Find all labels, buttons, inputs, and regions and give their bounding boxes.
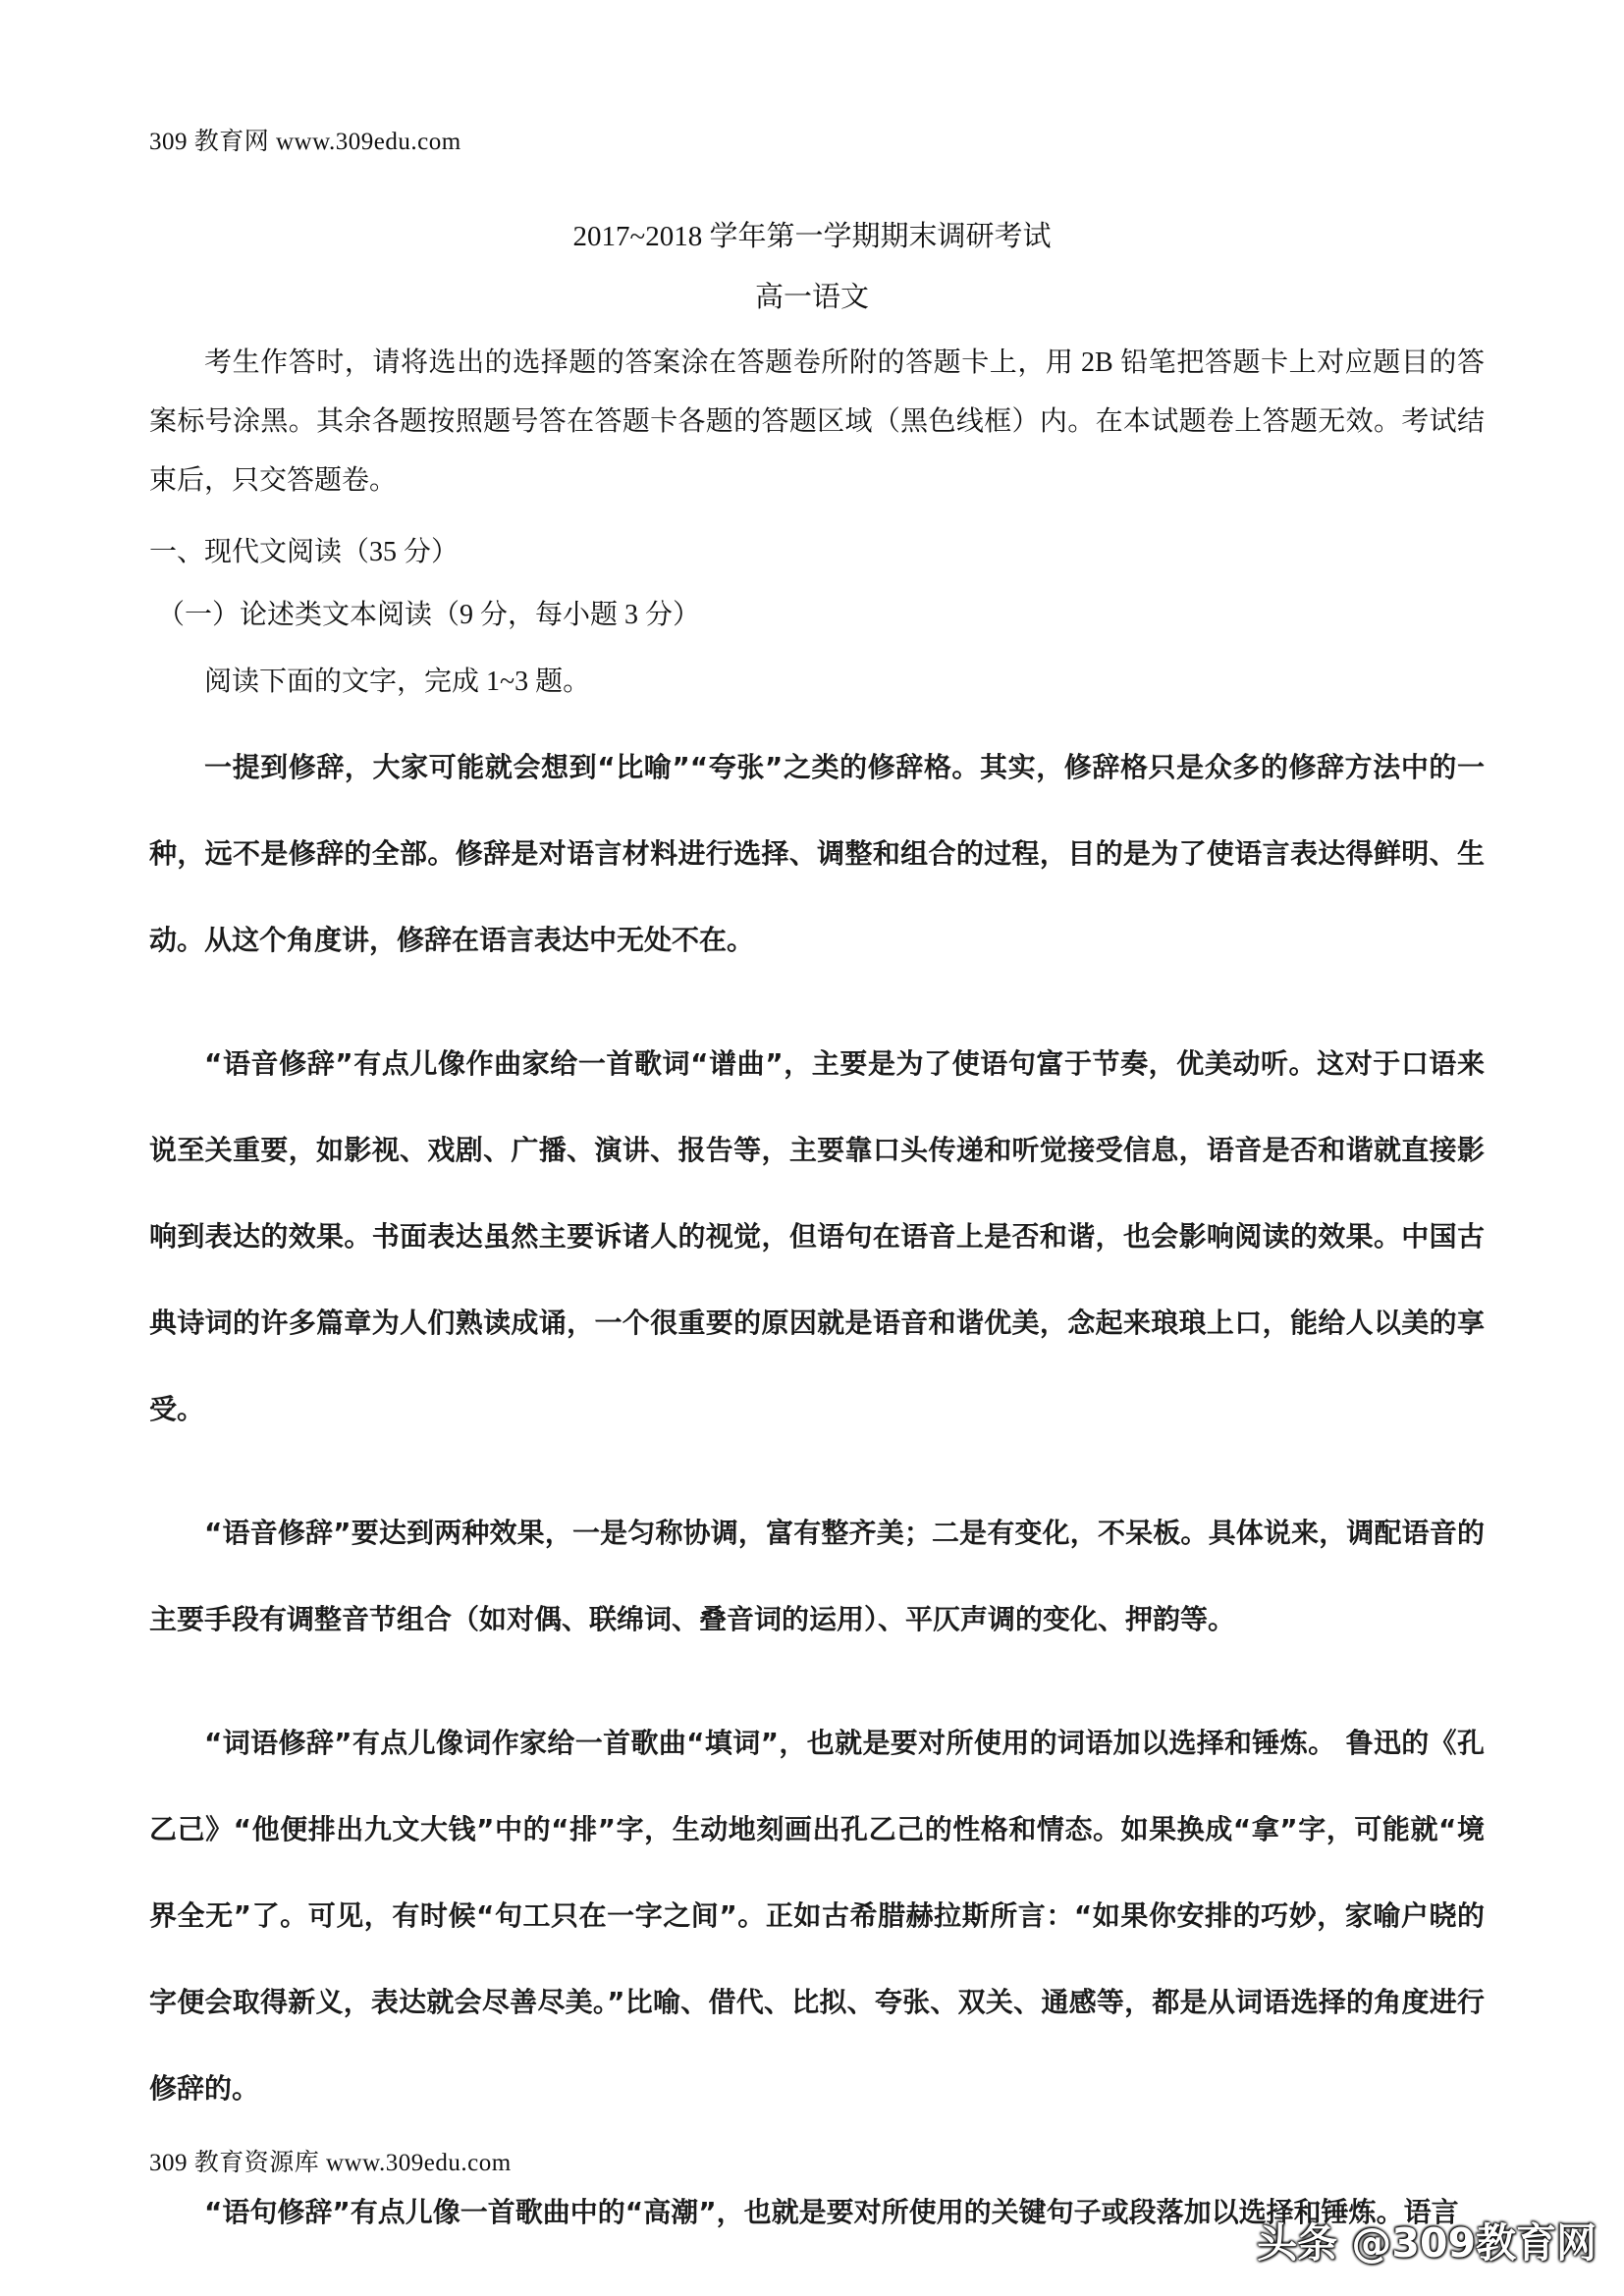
exam-instructions: 考生作答时，请将选出的选择题的答案涂在答题卷所附的答题卡上，用 2B 铅笔把答题卡上对应题目的答案标号涂黑。其余各题按照题号答在答题卡各题的答题区域（黑色线框）内。在本试题卷上答题无效。考试结束后，只交答题卷。 xyxy=(149,347,1485,496)
passage-paragraph: “语音修辞”有点儿像作曲家给一首歌词“谱曲”，主要是为了使语句富于节奏，优美动听。这对于口语来说至关重要，如影视、戏剧、广播、演讲、报告等，主要靠口头传递和听觉接受信息，语音是否和谐就直接影响到表达的效果。书面表达虽然主要诉诸人的视觉，但语句在语音上是否和谐，也会影响阅读的效果。中国古典诗词的许多篇章为人们熟读成诵，一个很重要的原因就是语音和谐优美，念起来琅琅上口，能给人以美的享受。 xyxy=(149,1047,1485,1425)
page-footer-site: 309 教育资源库 www.309edu.com xyxy=(149,2150,512,2176)
passage-paragraph: 一提到修辞，大家可能就会想到“比喻”“夸张”之类的修辞格。其实，修辞格只是众多的修辞方法中的一种，远不是修辞的全部。修辞是对语言材料进行选择、调整和组合的过程，目的是为了使语言表达得鲜明、生动。从这个角度讲，修辞在语言表达中无处不在。 xyxy=(149,751,1485,956)
reading-passage xyxy=(149,724,1485,2293)
exam-subject: 高一语文 xyxy=(754,282,869,313)
passage-paragraph: “词语修辞”有点儿像词作家给一首歌曲“填词”，也就是要对所使用的词语加以选择和锤炼。 鲁迅的《孔乙己》“他便排出九文大钱”中的“排”字，生动地刻画出孔乙己的性格和情态。如果换成“拿”字，可能就“境界全无”了。可见，有时候“句工只在一字之间”。正如古希腊赫拉斯所言：“如果你安排的巧妙，家喻户晓的字便会取得新义，表达就会尽善尽美。”比喻、借代、比拟、夸张、双关、通感等，都是从词语选择的角度进行修辞的。 xyxy=(149,1727,1485,2105)
reading-prompt: 阅读下面的文字，完成 1~3 题。 xyxy=(204,667,591,697)
section-heading: 一、现代文阅读（35 分） xyxy=(149,537,460,567)
watermark: 头条 @309教育网 xyxy=(1257,2219,1597,2267)
exam-title: 2017~2018 学年第一学期期末调研考试 xyxy=(572,221,1052,252)
page-header-site: 309 教育网 www.309edu.com xyxy=(149,129,461,155)
passage-paragraph: “语音修辞”要达到两种效果，一是匀称协调，富有整齐美；二是有变化，不呆板。具体说来，调配语音的主要手段有调整音节组合（如对偶、联绵词、叠音词的运用）、平仄声调的变化、押韵等。 xyxy=(149,1517,1485,1635)
subsection-heading: （一）论述类文本阅读（9 分，每小题 3 分） xyxy=(157,600,701,630)
passage-paragraph: “语句修辞”有点儿像一首歌曲中的“高潮”，也就是要对所使用的关键句子或段落加以选择和锤炼。语言 xyxy=(204,2196,1459,2228)
